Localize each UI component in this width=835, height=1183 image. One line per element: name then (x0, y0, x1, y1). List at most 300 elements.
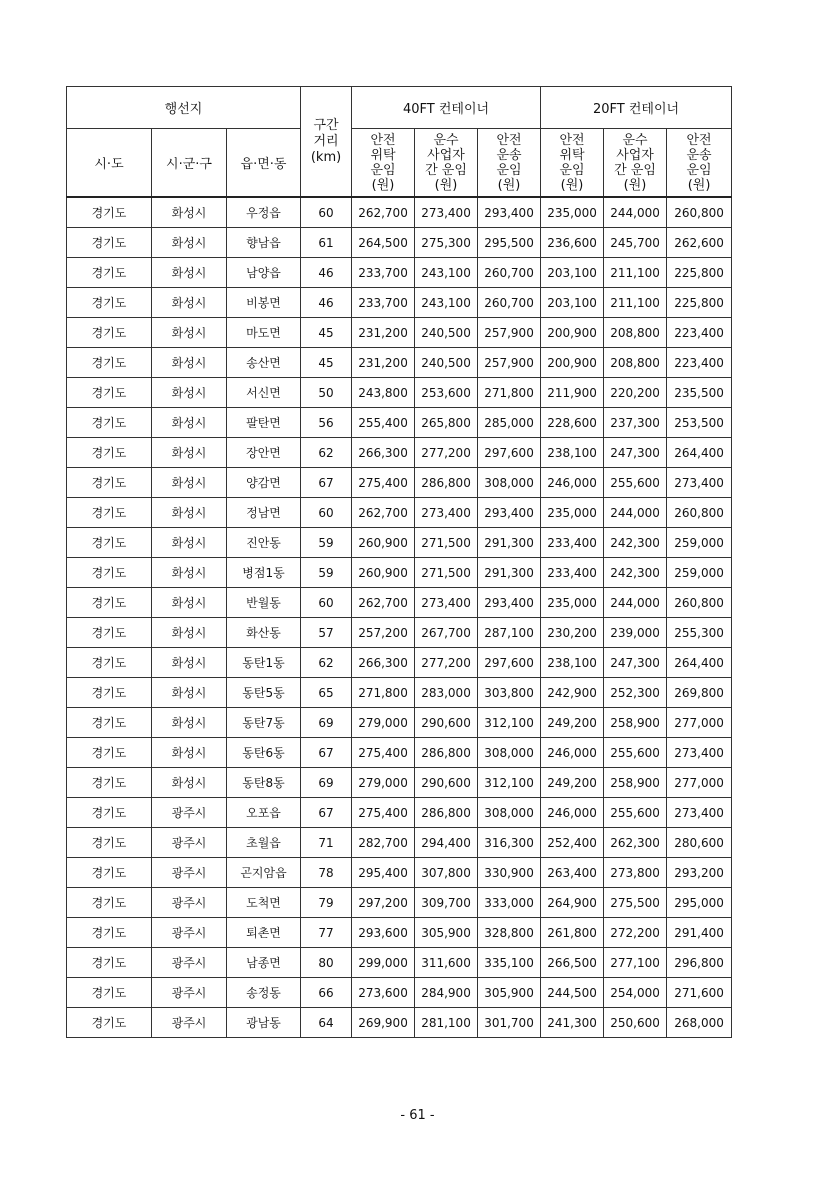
ft40-safe-consign-cell: 269,900 (352, 1008, 415, 1038)
ft20-carrier-cell: 250,600 (604, 1008, 667, 1038)
town-cell: 동탄1동 (227, 648, 301, 678)
table-row (67, 978, 732, 1008)
city-cell: 화성시 (152, 197, 227, 228)
ft20-safe-consign-cell: 249,200 (541, 768, 604, 798)
ft20-safe-consign-cell: 233,400 (541, 528, 604, 558)
page-number: - 61 - (400, 1108, 435, 1123)
table-row (67, 288, 732, 318)
table-row (67, 438, 732, 468)
ft20-carrier-cell: 245,700 (604, 228, 667, 258)
distance-km-cell: 45 (301, 348, 352, 378)
ft20-header: 20FT 컨테이너 (541, 87, 732, 129)
ft20-carrier-cell: 275,500 (604, 888, 667, 918)
route-group-header: 행선지 (67, 87, 301, 129)
ft20-safe-consign-cell: 266,500 (541, 948, 604, 978)
province-cell: 경기도 (67, 498, 152, 528)
ft40-safe-consign-cell: 262,700 (352, 197, 415, 228)
town-cell: 송산면 (227, 348, 301, 378)
city-cell: 화성시 (152, 438, 227, 468)
town-cell: 서신면 (227, 378, 301, 408)
table-row (67, 228, 732, 258)
distance-km-cell: 46 (301, 258, 352, 288)
ft20-safe-transport-header (667, 129, 732, 198)
ft40-safe-transport-cell: 291,300 (478, 528, 541, 558)
city-cell: 광주시 (152, 828, 227, 858)
town-cell: 마도면 (227, 318, 301, 348)
sub-header-line: 운임 (370, 162, 396, 178)
ft40-safe-consign-cell: 295,400 (352, 858, 415, 888)
table-row (67, 768, 732, 798)
ft20-carrier-cell: 211,100 (604, 288, 667, 318)
distance-km-cell: 61 (301, 228, 352, 258)
ft40-carrier-cell: 286,800 (415, 738, 478, 768)
ft20-safe-transport-cell: 235,500 (667, 378, 732, 408)
ft20-safe-transport-cell: 259,000 (667, 528, 732, 558)
province-cell: 경기도 (67, 828, 152, 858)
table-row (67, 558, 732, 588)
province-cell: 경기도 (67, 798, 152, 828)
ft40-safe-transport-cell: 260,700 (478, 288, 541, 318)
ft40-safe-consign-cell: 233,700 (352, 288, 415, 318)
city-cell: 화성시 (152, 228, 227, 258)
table-row (67, 918, 732, 948)
ft20-safe-transport-cell: 223,400 (667, 348, 732, 378)
city-cell: 화성시 (152, 378, 227, 408)
ft20-carrier-cell: 244,000 (604, 498, 667, 528)
province-cell: 경기도 (67, 528, 152, 558)
ft20-carrier-cell: 242,300 (604, 558, 667, 588)
ft40-safe-transport-cell: 330,900 (478, 858, 541, 888)
province-cell: 경기도 (67, 348, 152, 378)
city-cell: 화성시 (152, 528, 227, 558)
table-row (67, 648, 732, 678)
province-cell: 경기도 (67, 648, 152, 678)
ft20-carrier-cell: 237,300 (604, 408, 667, 438)
city-cell: 화성시 (152, 468, 227, 498)
ft20-carrier-header (604, 129, 667, 198)
distance-km-cell: 56 (301, 408, 352, 438)
ft20-carrier-cell: 273,800 (604, 858, 667, 888)
province-cell: 경기도 (67, 228, 152, 258)
sub-header-line: (원) (623, 177, 647, 193)
sub-header-line: 사업자 (616, 147, 654, 163)
city-cell: 화성시 (152, 708, 227, 738)
ft40-safe-transport-cell: 335,100 (478, 948, 541, 978)
town-cell: 양감면 (227, 468, 301, 498)
ft20-carrier-cell: 239,000 (604, 618, 667, 648)
ft20-safe-consign-cell: 235,000 (541, 498, 604, 528)
province-cell: 경기도 (67, 888, 152, 918)
town-cell: 화산동 (227, 618, 301, 648)
ft40-safe-consign-cell: 282,700 (352, 828, 415, 858)
ft20-safe-transport-cell: 260,800 (667, 588, 732, 618)
ft20-carrier-cell: 277,100 (604, 948, 667, 978)
ft40-carrier-header (415, 129, 478, 198)
town-header: 읍·면·동 (227, 129, 301, 198)
ft40-safe-consign-cell: 257,200 (352, 618, 415, 648)
ft40-carrier-cell: 307,800 (415, 858, 478, 888)
city-cell: 광주시 (152, 918, 227, 948)
town-cell: 퇴촌면 (227, 918, 301, 948)
table-row (67, 468, 732, 498)
distance-km-cell: 69 (301, 708, 352, 738)
ft20-carrier-cell: 255,600 (604, 468, 667, 498)
city-cell: 광주시 (152, 1008, 227, 1038)
province-cell: 경기도 (67, 1008, 152, 1038)
ft40-safe-transport-cell: 257,900 (478, 318, 541, 348)
city-cell: 화성시 (152, 498, 227, 528)
freight-rate-table (66, 86, 732, 1038)
distance-km-cell: 62 (301, 648, 352, 678)
ft40-safe-transport-cell: 293,400 (478, 197, 541, 228)
city-cell: 화성시 (152, 618, 227, 648)
ft40-safe-transport-cell: 312,100 (478, 768, 541, 798)
ft40-safe-transport-cell: 301,700 (478, 1008, 541, 1038)
province-cell: 경기도 (67, 438, 152, 468)
town-cell: 남양읍 (227, 258, 301, 288)
table-row (67, 197, 732, 228)
province-cell: 경기도 (67, 768, 152, 798)
ft40-safe-consign-cell: 299,000 (352, 948, 415, 978)
table-row (67, 378, 732, 408)
ft40-carrier-cell: 273,400 (415, 588, 478, 618)
ft40-safe-consign-cell: 275,400 (352, 468, 415, 498)
town-cell: 반월동 (227, 588, 301, 618)
town-cell: 장안면 (227, 438, 301, 468)
ft40-safe-consign-cell: 260,900 (352, 558, 415, 588)
ft40-safe-transport-cell: 308,000 (478, 798, 541, 828)
province-cell: 경기도 (67, 318, 152, 348)
ft20-carrier-cell: 258,900 (604, 768, 667, 798)
city-cell: 광주시 (152, 858, 227, 888)
distance-km-cell: 57 (301, 618, 352, 648)
sub-header-line: 안전 (686, 132, 712, 148)
province-cell: 경기도 (67, 918, 152, 948)
ft20-carrier-cell: 208,800 (604, 318, 667, 348)
ft20-safe-consign-cell: 235,000 (541, 588, 604, 618)
distance-km-cell: 62 (301, 438, 352, 468)
ft40-carrier-cell: 265,800 (415, 408, 478, 438)
table-row (67, 888, 732, 918)
table-row (67, 798, 732, 828)
city-cell: 화성시 (152, 258, 227, 288)
distance-header (301, 87, 352, 198)
province-cell: 경기도 (67, 378, 152, 408)
ft20-carrier-cell: 255,600 (604, 738, 667, 768)
province-cell: 경기도 (67, 288, 152, 318)
ft40-safe-consign-cell: 262,700 (352, 498, 415, 528)
province-cell: 경기도 (67, 558, 152, 588)
ft20-safe-transport-cell: 277,000 (667, 708, 732, 738)
ft20-safe-transport-cell: 273,400 (667, 738, 732, 768)
ft40-safe-transport-cell: 295,500 (478, 228, 541, 258)
town-cell: 향남읍 (227, 228, 301, 258)
ft20-safe-transport-cell: 259,000 (667, 558, 732, 588)
distance-header-line: 거리 (313, 133, 339, 149)
ft20-safe-consign-cell: 235,000 (541, 197, 604, 228)
town-cell: 동탄7동 (227, 708, 301, 738)
ft20-safe-transport-cell: 223,400 (667, 318, 732, 348)
province-cell: 경기도 (67, 588, 152, 618)
ft40-safe-transport-cell: 257,900 (478, 348, 541, 378)
ft40-carrier-cell: 253,600 (415, 378, 478, 408)
city-cell: 화성시 (152, 348, 227, 378)
city-cell: 화성시 (152, 648, 227, 678)
city-cell: 화성시 (152, 678, 227, 708)
ft20-carrier-cell: 208,800 (604, 348, 667, 378)
ft40-carrier-cell: 240,500 (415, 348, 478, 378)
town-cell: 광남동 (227, 1008, 301, 1038)
ft40-carrier-cell: 275,300 (415, 228, 478, 258)
city-cell: 화성시 (152, 408, 227, 438)
city-cell: 화성시 (152, 768, 227, 798)
province-cell: 경기도 (67, 738, 152, 768)
ft40-safe-transport-cell: 308,000 (478, 468, 541, 498)
table-row (67, 708, 732, 738)
ft40-carrier-cell: 305,900 (415, 918, 478, 948)
distance-km-cell: 50 (301, 378, 352, 408)
distance-km-cell: 69 (301, 768, 352, 798)
ft20-safe-consign-cell: 246,000 (541, 468, 604, 498)
ft40-carrier-cell: 286,800 (415, 798, 478, 828)
ft20-safe-consign-header (541, 129, 604, 198)
province-cell: 경기도 (67, 618, 152, 648)
ft20-safe-consign-cell: 242,900 (541, 678, 604, 708)
ft40-safe-consign-cell: 233,700 (352, 258, 415, 288)
table-header (67, 87, 732, 198)
province-cell: 경기도 (67, 468, 152, 498)
ft40-safe-consign-cell: 293,600 (352, 918, 415, 948)
ft40-carrier-cell: 286,800 (415, 468, 478, 498)
ft40-carrier-cell: 240,500 (415, 318, 478, 348)
sub-header-line: 위탁 (370, 147, 396, 163)
sub-header-line: (원) (560, 177, 584, 193)
ft20-safe-transport-cell: 260,800 (667, 197, 732, 228)
ft40-safe-transport-cell: 260,700 (478, 258, 541, 288)
ft40-carrier-cell: 311,600 (415, 948, 478, 978)
distance-km-cell: 60 (301, 498, 352, 528)
sub-header-line: 간 운임 (425, 162, 467, 178)
ft20-safe-consign-cell: 263,400 (541, 858, 604, 888)
ft20-safe-transport-cell: 273,400 (667, 798, 732, 828)
ft20-safe-transport-cell: 273,400 (667, 468, 732, 498)
ft40-carrier-cell: 309,700 (415, 888, 478, 918)
city-cell: 화성시 (152, 558, 227, 588)
distance-km-cell: 59 (301, 528, 352, 558)
table-row (67, 498, 732, 528)
ft20-safe-consign-cell: 244,500 (541, 978, 604, 1008)
ft20-safe-consign-cell: 238,100 (541, 648, 604, 678)
ft40-safe-transport-cell: 293,400 (478, 588, 541, 618)
distance-km-cell: 65 (301, 678, 352, 708)
distance-km-cell: 59 (301, 558, 352, 588)
ft40-safe-consign-cell: 266,300 (352, 438, 415, 468)
ft40-carrier-cell: 277,200 (415, 438, 478, 468)
distance-km-cell: 60 (301, 197, 352, 228)
ft20-safe-transport-cell: 280,600 (667, 828, 732, 858)
province-cell: 경기도 (67, 978, 152, 1008)
ft20-safe-consign-cell: 241,300 (541, 1008, 604, 1038)
sub-header-line: (원) (497, 177, 521, 193)
province-cell: 경기도 (67, 408, 152, 438)
city-cell: 화성시 (152, 288, 227, 318)
ft40-safe-transport-header (478, 129, 541, 198)
sub-header-line: 운임 (496, 162, 522, 178)
ft40-safe-consign-cell: 231,200 (352, 348, 415, 378)
ft20-safe-transport-cell: 271,600 (667, 978, 732, 1008)
ft20-safe-consign-cell: 249,200 (541, 708, 604, 738)
ft20-safe-transport-cell: 262,600 (667, 228, 732, 258)
town-cell: 송정동 (227, 978, 301, 1008)
province-cell: 경기도 (67, 258, 152, 288)
ft20-carrier-cell: 254,000 (604, 978, 667, 1008)
town-cell: 팔탄면 (227, 408, 301, 438)
town-cell: 동탄8동 (227, 768, 301, 798)
ft20-safe-transport-cell: 260,800 (667, 498, 732, 528)
table-row (67, 858, 732, 888)
ft20-carrier-cell: 247,300 (604, 648, 667, 678)
table-row (67, 948, 732, 978)
sub-header-line: 운송 (496, 147, 522, 163)
ft20-safe-consign-cell: 252,400 (541, 828, 604, 858)
ft20-carrier-cell: 252,300 (604, 678, 667, 708)
ft40-safe-consign-cell: 231,200 (352, 318, 415, 348)
ft40-carrier-cell: 284,900 (415, 978, 478, 1008)
ft40-safe-consign-cell: 275,400 (352, 798, 415, 828)
province-cell: 경기도 (67, 858, 152, 888)
ft40-carrier-cell: 283,000 (415, 678, 478, 708)
distance-km-cell: 79 (301, 888, 352, 918)
distance-km-cell: 66 (301, 978, 352, 1008)
ft40-carrier-cell: 277,200 (415, 648, 478, 678)
distance-km-cell: 67 (301, 468, 352, 498)
distance-km-cell: 80 (301, 948, 352, 978)
ft40-safe-transport-cell: 297,600 (478, 648, 541, 678)
table-row (67, 828, 732, 858)
ft20-safe-consign-cell: 200,900 (541, 348, 604, 378)
ft20-carrier-cell: 244,000 (604, 588, 667, 618)
city-cell: 광주시 (152, 888, 227, 918)
ft20-safe-consign-cell: 246,000 (541, 738, 604, 768)
sub-header-line: 안전 (496, 132, 522, 148)
ft40-safe-transport-cell: 287,100 (478, 618, 541, 648)
city-cell: 광주시 (152, 798, 227, 828)
ft40-safe-consign-cell: 266,300 (352, 648, 415, 678)
ft40-carrier-cell: 290,600 (415, 708, 478, 738)
town-cell: 병점1동 (227, 558, 301, 588)
ft40-safe-transport-cell: 328,800 (478, 918, 541, 948)
sub-header-line: 안전 (370, 132, 396, 148)
province-cell: 경기도 (67, 708, 152, 738)
city-cell: 화성시 (152, 588, 227, 618)
ft40-carrier-cell: 271,500 (415, 558, 478, 588)
ft20-safe-transport-cell: 225,800 (667, 288, 732, 318)
sub-header-line: 사업자 (427, 147, 465, 163)
ft20-carrier-cell: 272,200 (604, 918, 667, 948)
sub-header-line: 운수 (433, 132, 459, 148)
city-cell: 광주시 (152, 978, 227, 1008)
ft40-carrier-cell: 290,600 (415, 768, 478, 798)
ft20-safe-transport-cell: 296,800 (667, 948, 732, 978)
distance-km-cell: 64 (301, 1008, 352, 1038)
ft20-safe-consign-cell: 261,800 (541, 918, 604, 948)
ft40-safe-transport-cell: 333,000 (478, 888, 541, 918)
city-cell: 광주시 (152, 948, 227, 978)
ft40-safe-consign-cell: 271,800 (352, 678, 415, 708)
ft20-carrier-cell: 262,300 (604, 828, 667, 858)
town-cell: 비봉면 (227, 288, 301, 318)
ft40-carrier-cell: 271,500 (415, 528, 478, 558)
ft40-safe-consign-header (352, 129, 415, 198)
ft40-safe-consign-cell: 264,500 (352, 228, 415, 258)
table-row (67, 318, 732, 348)
ft20-safe-transport-cell: 269,800 (667, 678, 732, 708)
ft20-carrier-cell: 258,900 (604, 708, 667, 738)
town-cell: 도척면 (227, 888, 301, 918)
ft20-safe-consign-cell: 264,900 (541, 888, 604, 918)
ft40-safe-consign-cell: 255,400 (352, 408, 415, 438)
ft20-safe-consign-cell: 238,100 (541, 438, 604, 468)
distance-km-cell: 45 (301, 318, 352, 348)
sub-header-line: (원) (434, 177, 458, 193)
ft20-safe-transport-cell: 264,400 (667, 648, 732, 678)
ft20-safe-consign-cell: 200,900 (541, 318, 604, 348)
ft20-safe-transport-cell: 277,000 (667, 768, 732, 798)
city-cell: 화성시 (152, 738, 227, 768)
table-row (67, 258, 732, 288)
town-cell: 동탄6동 (227, 738, 301, 768)
ft40-safe-consign-cell: 275,400 (352, 738, 415, 768)
table-row (67, 618, 732, 648)
ft40-safe-consign-cell: 243,800 (352, 378, 415, 408)
sub-header-line: 간 운임 (614, 162, 656, 178)
ft20-safe-transport-cell: 293,200 (667, 858, 732, 888)
ft40-safe-consign-cell: 262,700 (352, 588, 415, 618)
distance-km-cell: 46 (301, 288, 352, 318)
table-row (67, 348, 732, 378)
table-row (67, 408, 732, 438)
table-row (67, 588, 732, 618)
ft40-safe-transport-cell: 303,800 (478, 678, 541, 708)
town-cell: 동탄5동 (227, 678, 301, 708)
sub-header-line: 운임 (686, 162, 712, 178)
ft40-safe-consign-cell: 260,900 (352, 528, 415, 558)
ft40-safe-transport-cell: 291,300 (478, 558, 541, 588)
ft40-safe-consign-cell: 279,000 (352, 768, 415, 798)
table-row (67, 1008, 732, 1038)
ft40-carrier-cell: 273,400 (415, 498, 478, 528)
sub-header-line: 운수 (622, 132, 648, 148)
ft20-safe-transport-cell: 264,400 (667, 438, 732, 468)
ft40-safe-consign-cell: 273,600 (352, 978, 415, 1008)
ft20-carrier-cell: 242,300 (604, 528, 667, 558)
ft40-safe-transport-cell: 305,900 (478, 978, 541, 1008)
ft40-carrier-cell: 294,400 (415, 828, 478, 858)
ft40-safe-transport-cell: 271,800 (478, 378, 541, 408)
ft40-safe-transport-cell: 285,000 (478, 408, 541, 438)
ft20-safe-transport-cell: 225,800 (667, 258, 732, 288)
ft20-safe-consign-cell: 233,400 (541, 558, 604, 588)
ft20-safe-consign-cell: 203,100 (541, 258, 604, 288)
table-row (67, 738, 732, 768)
ft20-safe-consign-cell: 228,600 (541, 408, 604, 438)
ft20-safe-transport-cell: 253,500 (667, 408, 732, 438)
sub-header-line: 운송 (686, 147, 712, 163)
distance-km-cell: 67 (301, 738, 352, 768)
distance-km-cell: 67 (301, 798, 352, 828)
ft20-safe-transport-cell: 268,000 (667, 1008, 732, 1038)
ft20-safe-consign-cell: 211,900 (541, 378, 604, 408)
